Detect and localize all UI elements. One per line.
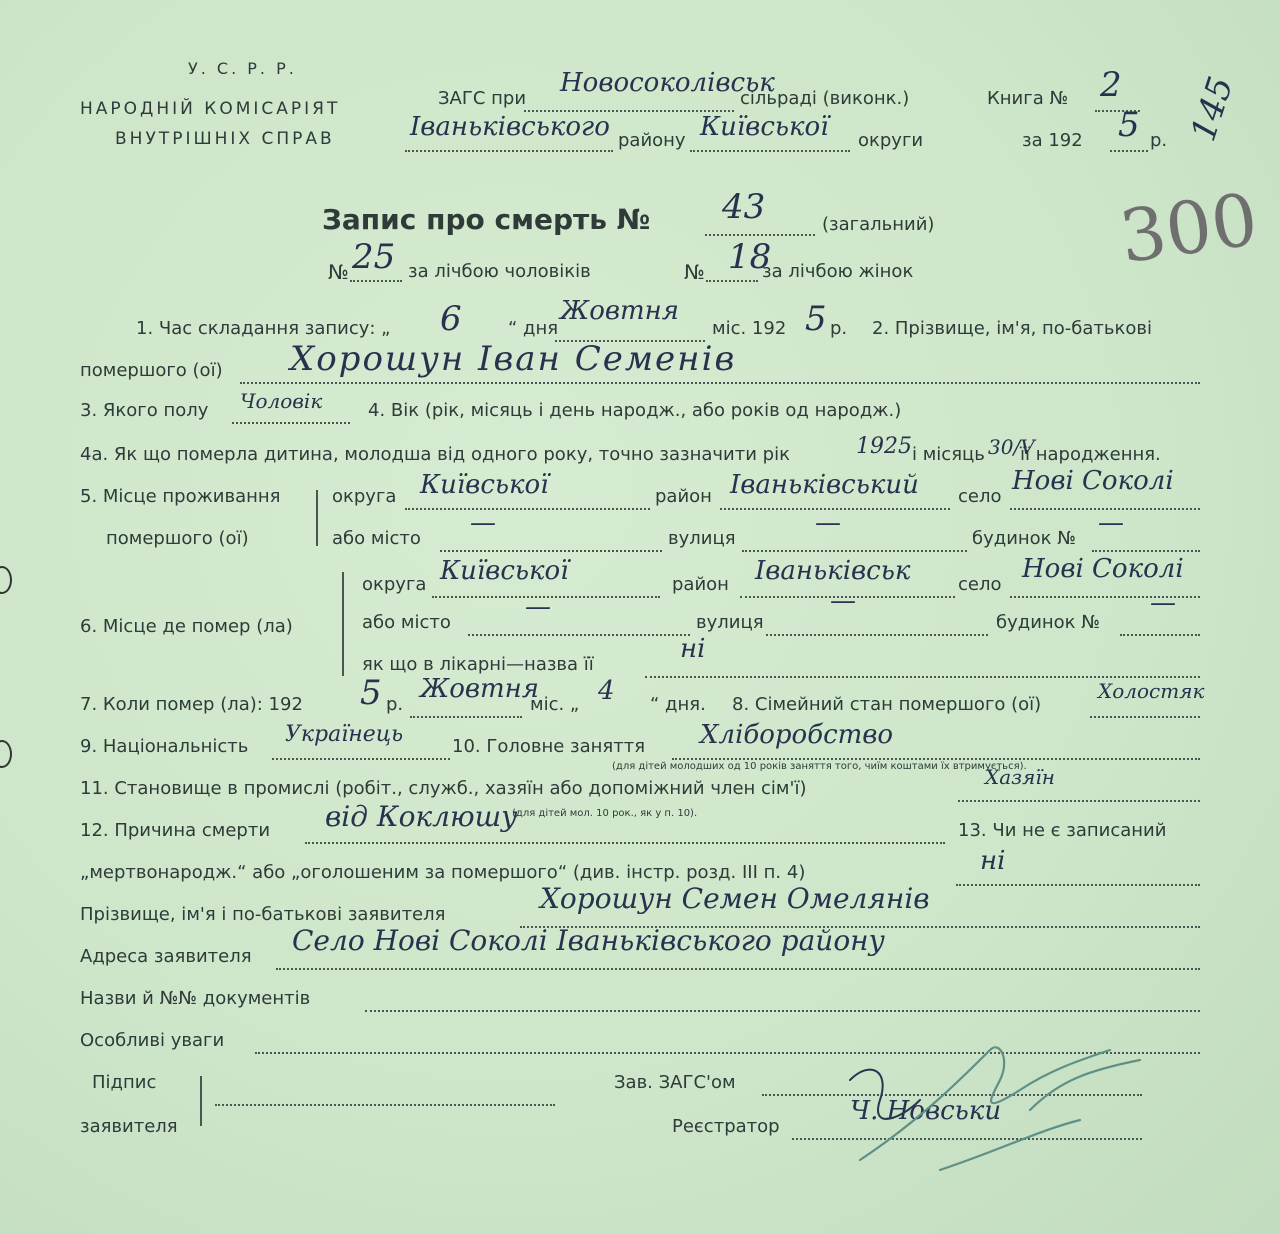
f2-line bbox=[240, 382, 1200, 384]
f3-line bbox=[232, 422, 350, 424]
f6-vulytsia: — bbox=[830, 586, 856, 616]
f6-hospital-label: як що в лікарні—назва її bbox=[362, 654, 594, 675]
f2-value: Хорошун Іван Семенів bbox=[290, 339, 737, 379]
f6-misto-line bbox=[468, 634, 690, 636]
year-suffix: р. bbox=[1150, 130, 1168, 151]
f9-line bbox=[272, 758, 450, 760]
f7-day-label: “ дня. bbox=[650, 694, 706, 715]
council-label: сільраді (виконк.) bbox=[740, 88, 910, 109]
f6-raion: Іваньківськ bbox=[755, 556, 911, 586]
f13-value: ні bbox=[980, 846, 1006, 876]
f13-label: 13. Чи не є записаний bbox=[958, 820, 1167, 841]
f7-day: 4 bbox=[598, 676, 615, 706]
f5-vulytsia-line bbox=[742, 550, 967, 552]
f11-label: 11. Становище в промислі (робіт., служб., хазяїн або допоміжний член сім'ї) bbox=[80, 778, 807, 799]
f1-month-label: міс. 192 bbox=[712, 318, 787, 339]
f9-label: 9. Національність bbox=[80, 736, 249, 757]
f5-vulytsia-label: вулиця bbox=[668, 528, 736, 549]
women-no-label: № bbox=[684, 260, 705, 284]
okruha-label: округи bbox=[858, 130, 924, 151]
record-number: 43 bbox=[722, 187, 766, 227]
f6-selo-label: село bbox=[958, 574, 1002, 595]
f5-misto-label: або місто bbox=[332, 528, 421, 549]
zags-value: Новосоколівськ bbox=[560, 68, 775, 98]
f3-value: Чоловік bbox=[240, 389, 323, 413]
sign-brace bbox=[200, 1076, 202, 1126]
f1-day-label: “ дня bbox=[508, 318, 559, 339]
f10-value: Хліборобство bbox=[700, 720, 894, 750]
f5-budynok-line bbox=[1092, 550, 1200, 552]
scan-edge-mark bbox=[0, 566, 12, 594]
year-value: 5 bbox=[1118, 105, 1140, 145]
okruha-value: Київської bbox=[700, 112, 829, 142]
f6-budynok: — bbox=[1150, 588, 1176, 618]
zags-label: ЗАГС при bbox=[438, 88, 527, 109]
documents-line bbox=[365, 1010, 1200, 1012]
f2-label2: помершого (ої) bbox=[80, 360, 223, 381]
f6-vulytsia-line bbox=[766, 634, 988, 636]
applicant-address: Село Нові Соколі Іваньківського району bbox=[292, 924, 885, 957]
f6-okruha-label: округа bbox=[362, 574, 427, 595]
f1-year-label: р. bbox=[830, 318, 848, 339]
f5-selo: Нові Соколі bbox=[1012, 466, 1174, 496]
corner-mark: 145 bbox=[1183, 71, 1242, 147]
record-title: Запис про смерть № bbox=[322, 203, 651, 236]
book-label: Книга № bbox=[987, 88, 1069, 109]
f6-hospital: ні bbox=[680, 634, 706, 664]
f7-month: Жовтня bbox=[420, 674, 539, 704]
men-label: за лічбою чоловіків bbox=[408, 261, 591, 282]
f6-misto-label: або місто bbox=[362, 612, 451, 633]
f5-misto: — bbox=[470, 508, 496, 538]
women-label: за лічбою жінок bbox=[762, 261, 914, 282]
f5-okruha-label: округа bbox=[332, 486, 397, 507]
commissariat-line1: НАРОДНІЙ КОМІСАРІЯТ bbox=[80, 99, 341, 119]
f4-label: 4. Вік (рік, місяць і день народж., або років од народж.) bbox=[368, 400, 902, 421]
f5-vulytsia: — bbox=[815, 508, 841, 538]
f6-budynok-line bbox=[1120, 634, 1200, 636]
f6-okruha: Київської bbox=[440, 556, 569, 586]
f11-value: Хазяїн bbox=[985, 765, 1055, 789]
commissariat-line2: ВНУТРІШНІХ СПРАВ bbox=[115, 129, 335, 149]
f8-line bbox=[1090, 716, 1200, 718]
year-line bbox=[1110, 150, 1148, 152]
notes-label: Особливі уваги bbox=[80, 1030, 225, 1051]
f6-vulytsia-label: вулиця bbox=[696, 612, 764, 633]
f2-label: 2. Прізвище, ім'я, по-батькові bbox=[872, 318, 1153, 339]
scan-edge-mark bbox=[0, 740, 12, 768]
applicant-address-label: Адреса заявителя bbox=[80, 946, 252, 967]
f6-budynok-label: будинок № bbox=[996, 612, 1100, 633]
documents-label: Назви й №№ документів bbox=[80, 988, 311, 1009]
f12-line bbox=[305, 842, 945, 844]
district-line bbox=[405, 150, 613, 152]
okruha-line bbox=[690, 150, 850, 152]
f12-value: від Коклюшу bbox=[325, 800, 518, 833]
f4a-label: 4а. Як що померла дитина, молодша від одного року, точно зазначити рік bbox=[80, 444, 790, 465]
f5-brace bbox=[316, 490, 318, 546]
f3-label: 3. Якого полу bbox=[80, 400, 209, 421]
head-signature-mark bbox=[840, 1020, 1180, 1180]
f5-selo-label: село bbox=[958, 486, 1002, 507]
record-number-line bbox=[705, 234, 815, 236]
f6-label: 6. Місце де помер (ла) bbox=[80, 616, 293, 637]
men-no-label: № bbox=[328, 260, 349, 284]
f10-label: 10. Головне заняття bbox=[452, 736, 646, 757]
f5-label1: 5. Місце проживання bbox=[80, 486, 281, 507]
republic-label: У. С. Р. Р. bbox=[188, 59, 297, 78]
f5-raion-label: район bbox=[655, 486, 712, 507]
year-label: за 192 bbox=[1022, 130, 1083, 151]
f13-line bbox=[956, 884, 1200, 886]
f1-day: 6 bbox=[440, 299, 462, 339]
registrar-signature: Ч. Новськи bbox=[850, 1096, 1002, 1126]
women-no-line bbox=[706, 280, 758, 282]
f1-year: 5 bbox=[805, 299, 827, 339]
district-value: Іваньківського bbox=[410, 112, 610, 142]
f5-budynok: — bbox=[1098, 508, 1124, 538]
f1-label: 1. Час складання запису: „ bbox=[136, 318, 391, 339]
f11-note: (для дітей мол. 10 рок., як у п. 10). bbox=[512, 808, 698, 819]
sign-line bbox=[215, 1104, 555, 1106]
f7-year-label: р. bbox=[386, 694, 404, 715]
applicant-name: Хорошун Семен Омелянів bbox=[540, 882, 930, 915]
applicant-address-line bbox=[276, 968, 1200, 970]
f12-label: 12. Причина смерти bbox=[80, 820, 271, 841]
f5-okruha: Київської bbox=[420, 470, 549, 500]
f6-misto: — bbox=[525, 592, 551, 622]
head-label: Зав. ЗАГС'ом bbox=[614, 1072, 736, 1093]
district-label: району bbox=[618, 130, 686, 151]
f9-value: Українець bbox=[285, 722, 404, 747]
f6-selo: Нові Соколі bbox=[1022, 554, 1184, 584]
f6-raion-label: район bbox=[672, 574, 729, 595]
f4a-month: 30/V bbox=[988, 435, 1035, 459]
f5-label2: помершого (ої) bbox=[106, 528, 249, 549]
men-no-value: 25 bbox=[352, 237, 396, 277]
pencil-number: 300 bbox=[1114, 176, 1263, 280]
f13-label2: „мертвонародж.“ або „оголошеним за помершого“ (див. інстр. розд. III п. 4) bbox=[80, 862, 806, 883]
f11-line bbox=[958, 800, 1200, 802]
f5-budynok-label: будинок № bbox=[972, 528, 1076, 549]
f5-misto-line bbox=[440, 550, 662, 552]
f10-line bbox=[672, 758, 1200, 760]
women-no-value: 18 bbox=[728, 237, 772, 277]
f4a-year: 1925 bbox=[856, 434, 912, 459]
f10-note: (для дітей молодших од 10 років заняття того, чиїм коштами їх втримується). bbox=[612, 761, 1027, 772]
record-general-label: (загальний) bbox=[822, 214, 935, 235]
f7-month-label: міс. „ bbox=[530, 694, 580, 715]
men-no-line bbox=[350, 280, 402, 282]
f7-month-line bbox=[410, 716, 522, 718]
f8-label: 8. Сімейний стан помершого (ої) bbox=[732, 694, 1042, 715]
book-value: 2 bbox=[1100, 65, 1122, 105]
f7-label: 7. Коли помер (ла): 192 bbox=[80, 694, 303, 715]
f7-year: 5 bbox=[360, 673, 382, 713]
f5-okruha-line bbox=[405, 508, 650, 510]
f6-brace bbox=[342, 572, 344, 676]
sign-label2: заявителя bbox=[80, 1116, 178, 1137]
f4a-month-label: і місяць bbox=[912, 444, 985, 465]
applicant-name-label: Прізвище, ім'я і по-батькові заявителя bbox=[80, 904, 446, 925]
f1-month: Жовтня bbox=[560, 296, 679, 326]
registrar-label: Реєстратор bbox=[672, 1116, 780, 1137]
f8-value: Холостяк bbox=[1098, 679, 1205, 703]
f5-raion: Іваньківський bbox=[730, 470, 919, 500]
sign-label1: Підпис bbox=[92, 1072, 157, 1093]
f4a-suffix: її народження. bbox=[1020, 444, 1161, 465]
